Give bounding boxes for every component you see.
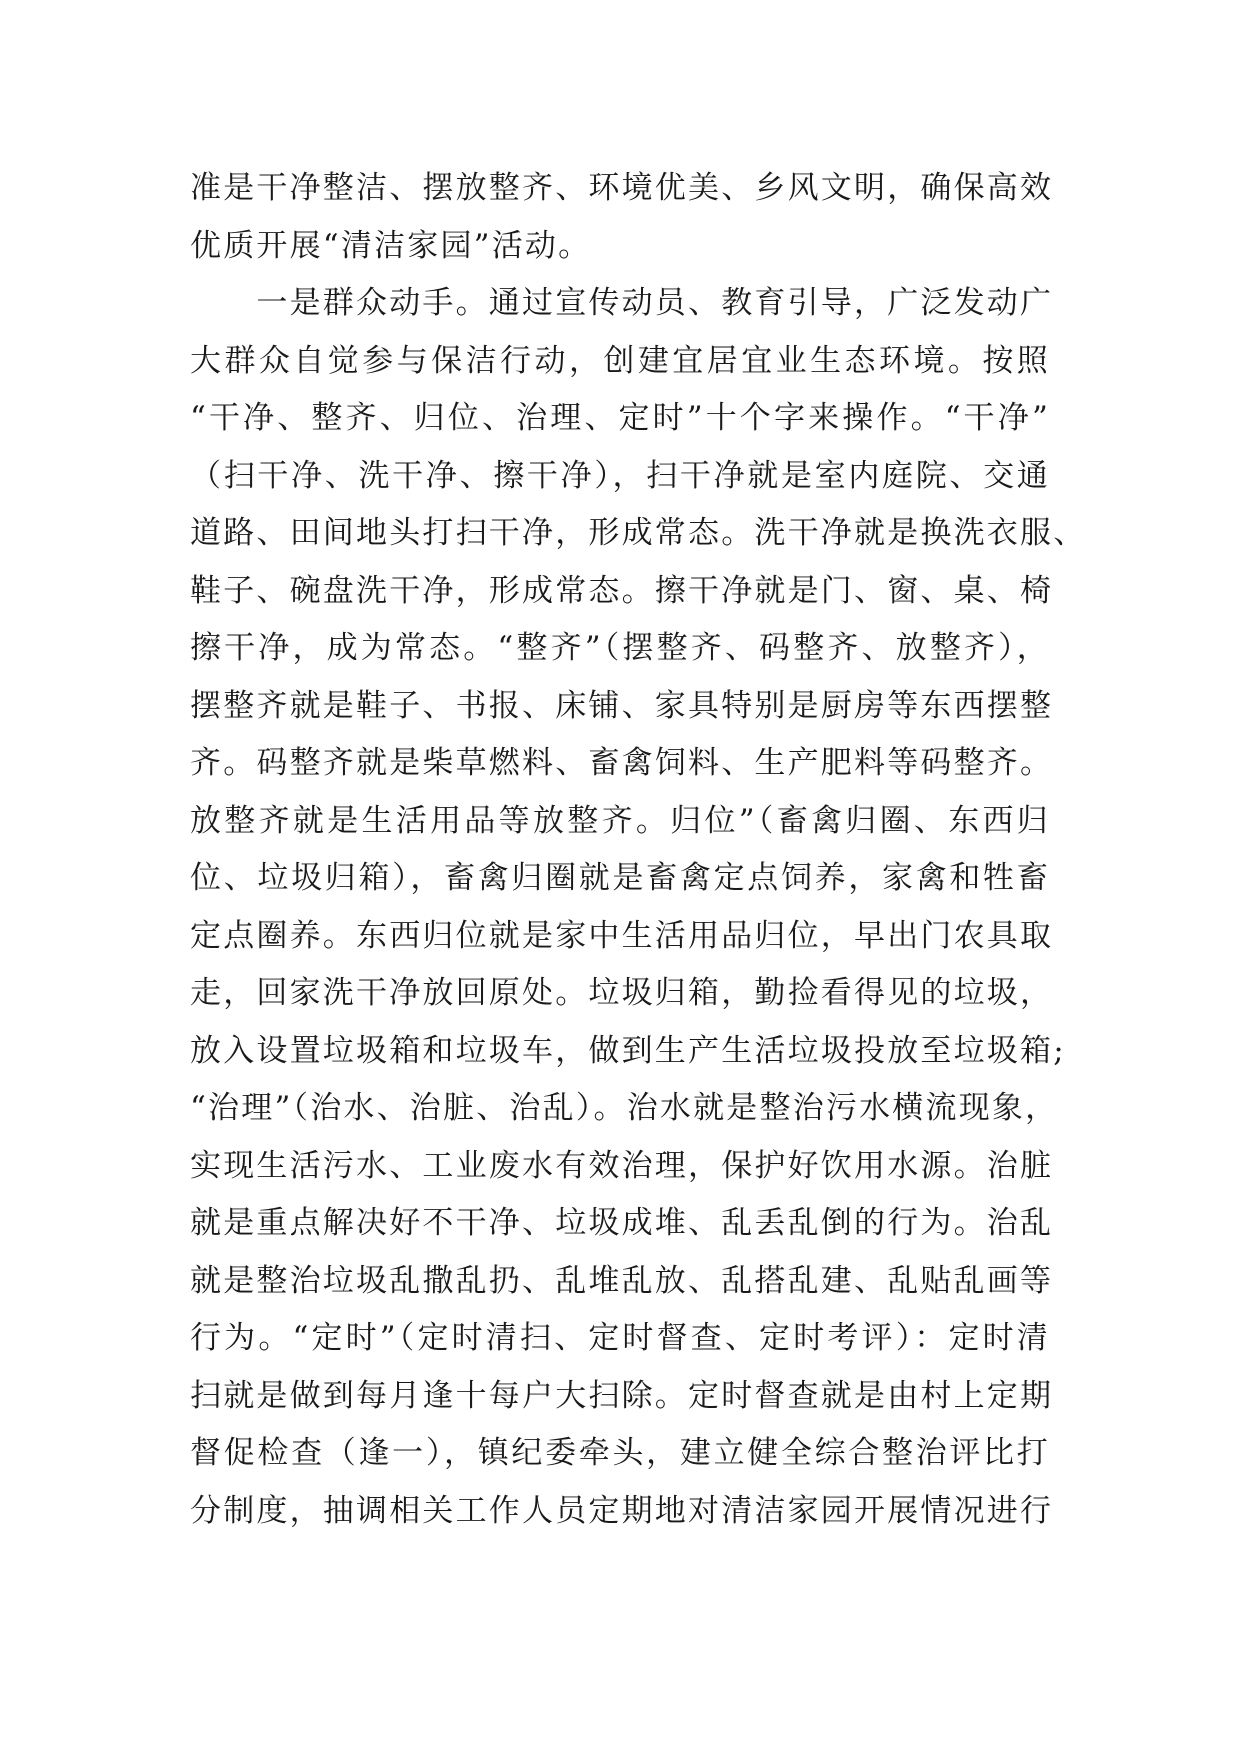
text-line: “治理”（治水、治脏、治乱）。治水就是整治污水横流现象， [190,1090,1059,1126]
text-line: 摆整齐就是鞋子、书报、床铺、家具特别是厨房等东西摆整 [190,687,1054,724]
text-line: 分制度，抽调相关工作人员定期地对清洁家园开展情况进行 [190,1492,1054,1529]
text-line: （扫干净、洗干净、擦干净），扫干净就是室内庭院、交通 [190,457,1050,494]
text-line: 就是重点解决好不干净、垃圾成堆、乱丢乱倒的行为。治乱 [190,1205,1054,1241]
text-line: 定点圈养。东西归位就是家中生活用品归位，早出门农具取 [190,917,1054,954]
text-line: 位、垃圾归箱），畜禽归圈就是畜禽定点饲养，家禽和牲畜 [190,860,1050,896]
text-line: 扫就是做到每月逢十每户大扫除。定时督查就是由村上定期 [190,1377,1054,1414]
text-line: 擦干净，成为常态。“整齐”（摆整齐、码整齐、放整齐）， [190,630,1050,666]
body-text [190,160,1087,1540]
text-line: 道路、田间地头打扫干净，形成常态。洗干净就是换洗衣服、 [190,515,1087,551]
text-line: 优质开展“清洁家园”活动。 [190,227,592,264]
text-line: 就是整治垃圾乱撒乱扔、乱堆乱放、乱搭乱建、乱贴乱画等 [190,1262,1054,1299]
text-line: 齐。码整齐就是柴草燃料、畜禽饲料、生产肥料等码整齐。 [190,745,1054,781]
text-line: 一是群众动手。通过宣传动员、教育引导，广泛发动广 [190,285,1054,321]
text-line: 督促检查（逢一），镇纪委牵头，建立健全综合整治评比打 [190,1435,1050,1471]
text-line: 行为。“定时”（定时清扫、定时督查、定时考评）：定时清 [190,1320,1050,1356]
text-line: “干净、整齐、归位、治理、定时”十个字来操作。“干净” [190,400,1050,436]
text-line: 大群众自觉参与保洁行动，创建宜居宜业生态环境。按照 [190,342,1050,379]
text-line: 走，回家洗干净放回原处。垃圾归箱，勤捡看得见的垃圾， [190,975,1054,1011]
text-line: 放入设置垃圾箱和垃圾车，做到生产生活垃圾投放至垃圾箱; [190,1032,1066,1069]
text-line: 放整齐就是生活用品等放整齐。归位”（畜禽归圈、东西归 [190,802,1050,839]
text-line: 实现生活污水、工业废水有效治理，保护好饮用水源。治脏 [190,1147,1054,1184]
text-line: 准是干净整洁、摆放整齐、环境优美、乡风文明，确保高效 [190,170,1054,206]
text-line: 鞋子、碗盘洗干净，形成常态。擦干净就是门、窗、桌、椅 [190,572,1054,609]
